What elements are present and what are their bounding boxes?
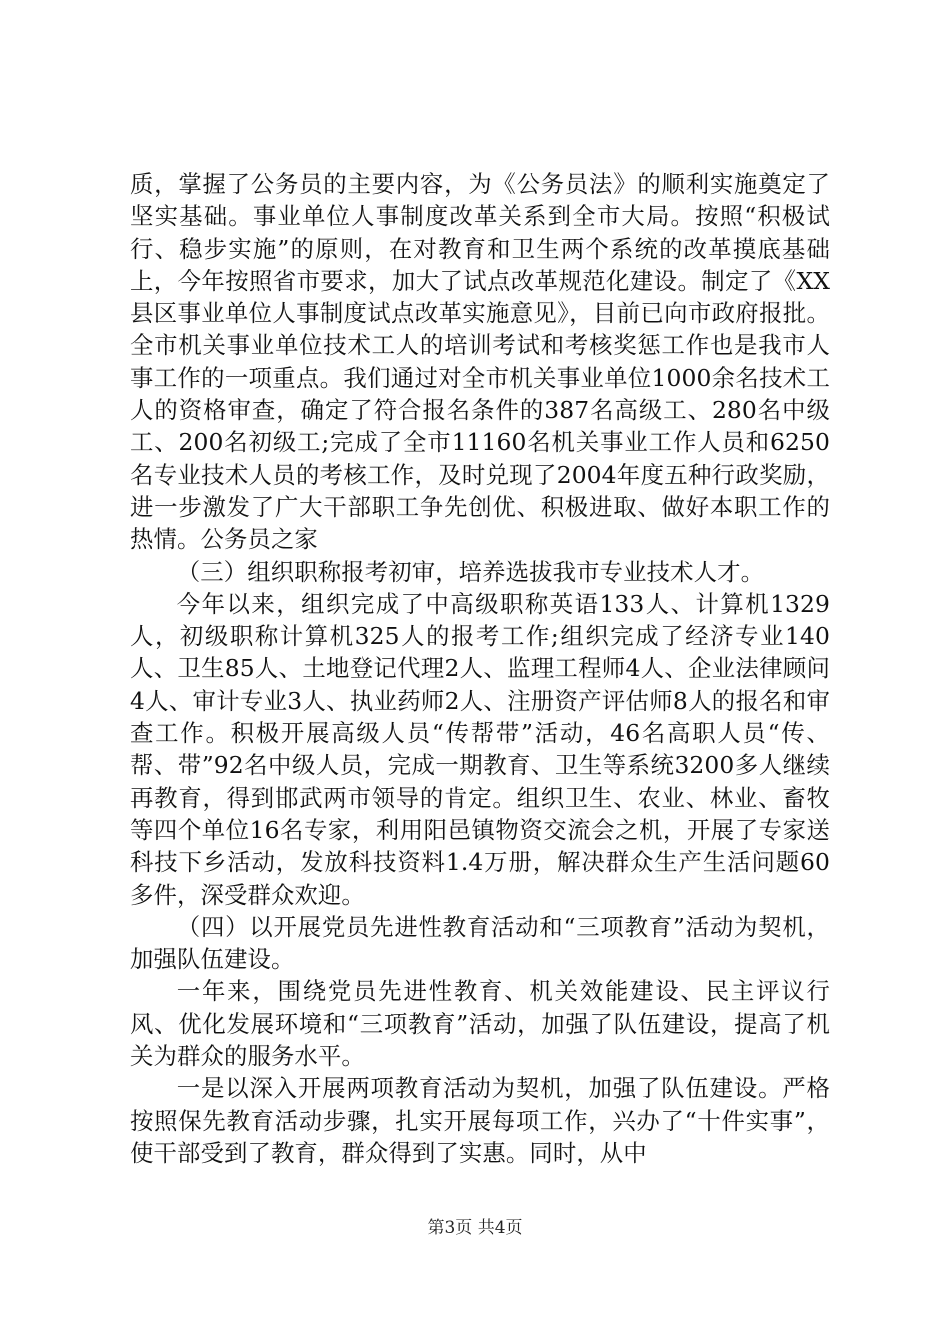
section-heading-3: （三）组织职称报考初审，培养选拔我市专业技术人才。 xyxy=(176,557,765,586)
page-number-footer: 第3页 共4页 xyxy=(427,1218,523,1238)
section-heading-4: （四）以开展党员先进性教育活动和“三项教育”活动为契机，加强队伍建设。 xyxy=(130,912,830,974)
document-body xyxy=(130,168,830,1169)
paragraph-continuation: 质，掌握了公务员的主要内容，为《公务员法》的顺利实施奠定了坚实基础。事业单位人事制度改革关系到全市大局。按照“积极试行、稳步实施”的原则，在对教育和卫生两个系统的改革摸底基础上，今年按照省市要求，加大了试点改革规范化建设。制定了《XX县区事业单位人事制度试点改革实施意见》，目前已向市政府报批。全市机关事业单位技术工人的培训考试和考核奖惩工作也是我市人事工作的一项重点。我们通过对全市机关事业单位1000余名技术工人的资格审查，确定了符合报名条件的387名高级工、280名中级工、200名初级工;完成了全市11160名机关事业工作人员和6250名专业技术人员的考核工作，及时兑现了2004年度五种行政奖励，进一步激发了广大干部职工争先创优、积极进取、做好本职工作的热情。公务员之家 xyxy=(130,170,830,554)
paragraph-education-activities: 一是以深入开展两项教育活动为契机，加强了队伍建设。严格按照保先教育活动步骤，扎实开展每项工作，兴办了“十件实事”，使干部受到了教育，群众得到了实惠。同时，从中 xyxy=(130,1074,830,1167)
paragraph-title-exams: 今年以来，组织完成了中高级职称英语133人、计算机1329人，初级职称计算机325人的报考工作;组织完成了经济专业140人、卫生85人、土地登记代理2人、监理工程师4人、企业法律顾问4人、审计专业3人、执业药师2人、注册资产评估师8人的报名和审查工作。积极开展高级人员“传帮带”活动，46名高职人员“传、帮、带”92名中级人员，完成一期教育、卫生等系统3200多人继续再教育，得到邯武两市领导的肯定。组织卫生、农业、林业、畜牧等四个单位16名专家，利用阳邑镇物资交流会之机，开展了专家送科技下乡活动，发放科技资料1.4万册，解决群众生产生活问题60多件，深受群众欢迎。 xyxy=(130,589,830,909)
paragraph-team-building: 一年来，围绕党员先进性教育、机关效能建设、民主评议行风、优化发展环境和“三项教育”活动，加强了队伍建设，提高了机关为群众的服务水平。 xyxy=(130,977,830,1071)
